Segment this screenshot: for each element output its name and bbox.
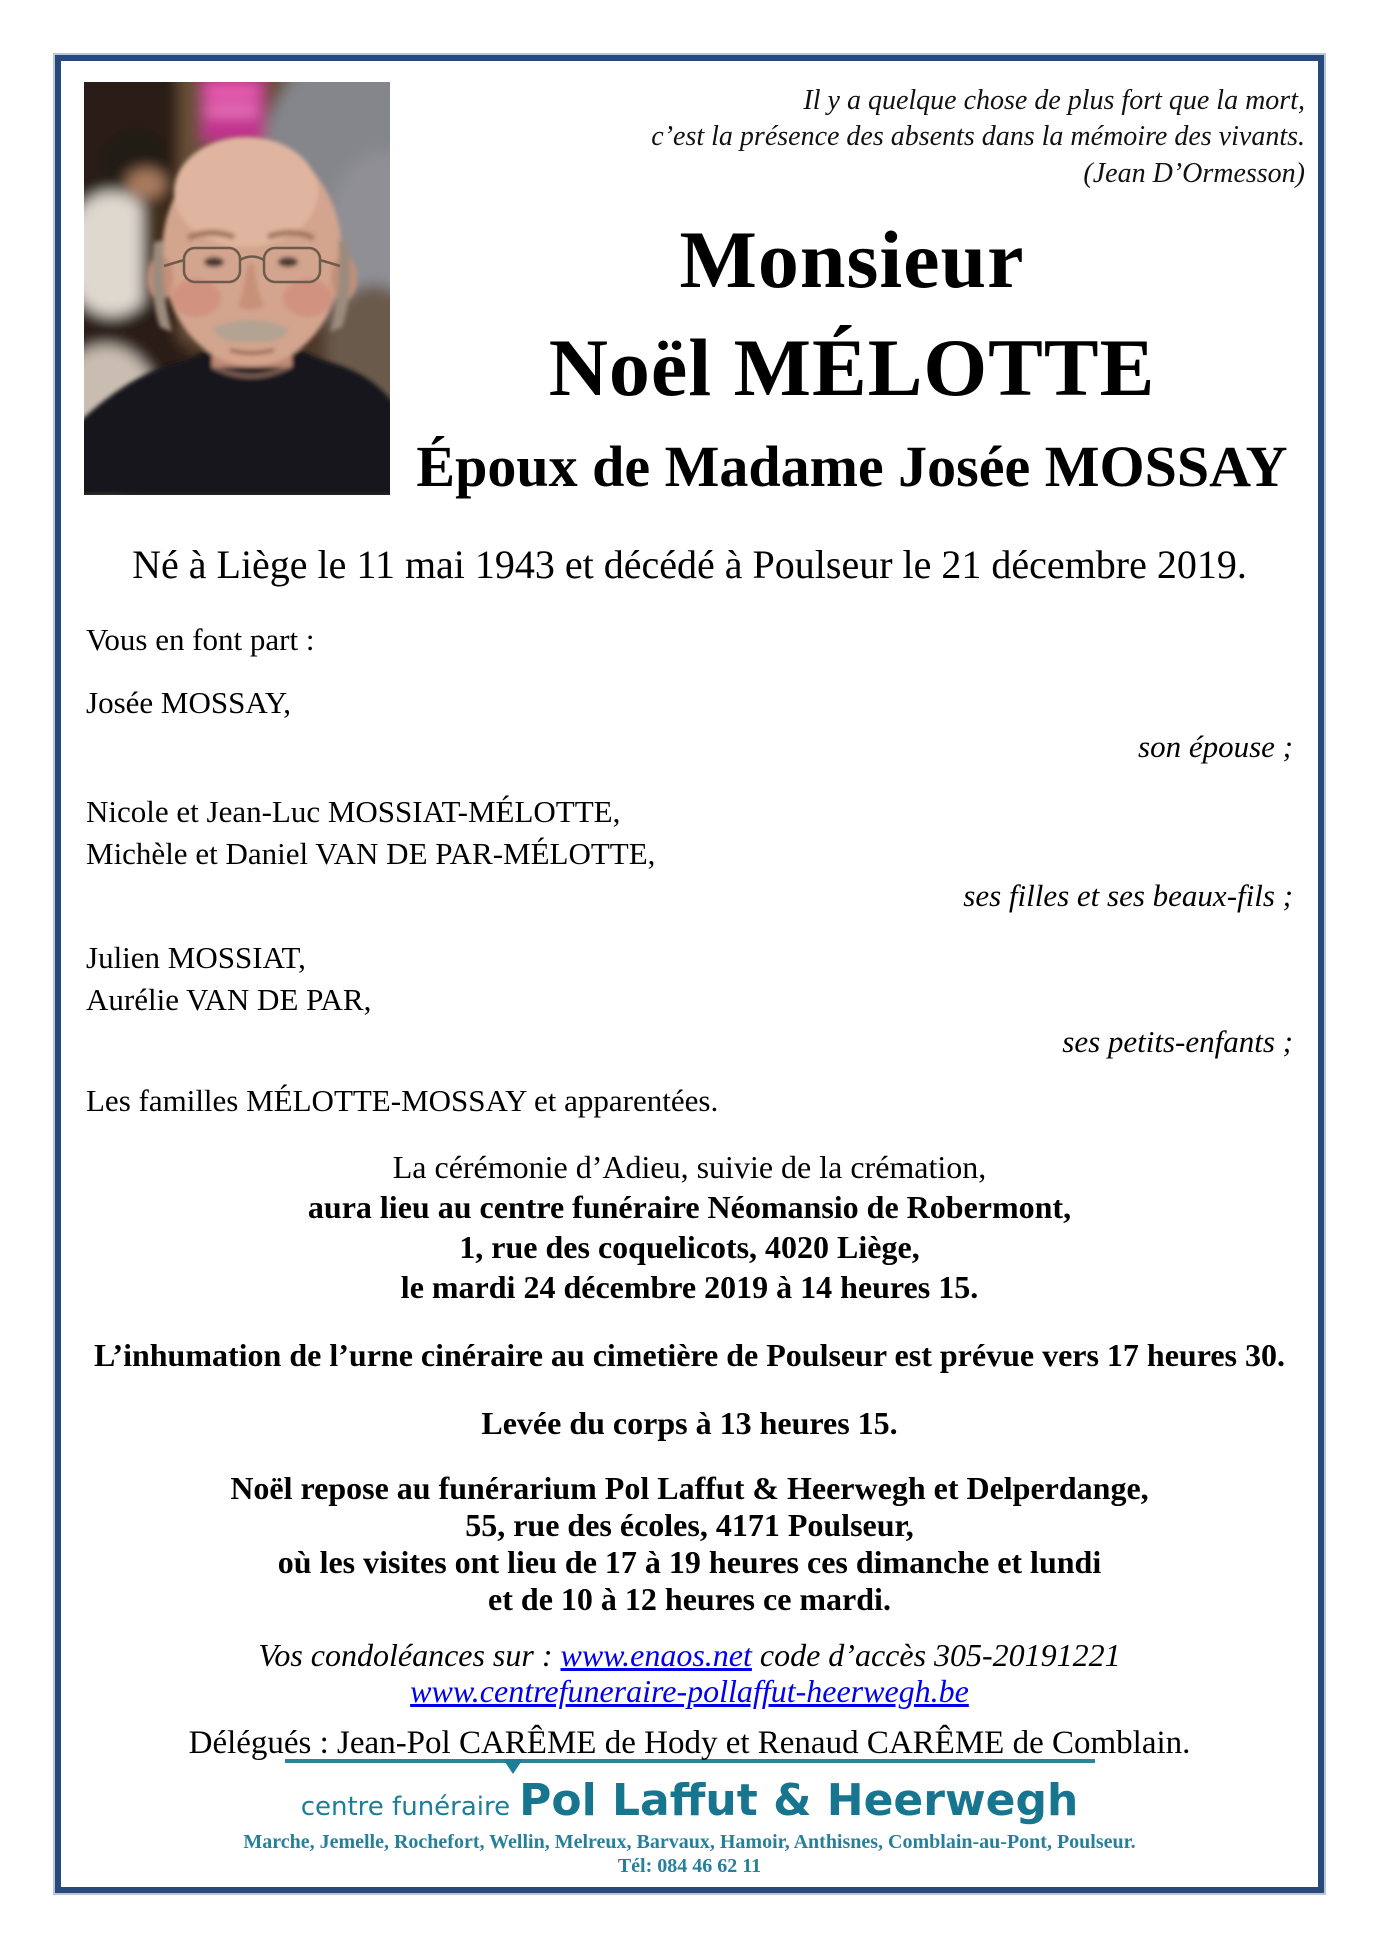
- family-group-spouse: [86, 682, 1293, 768]
- ceremony-details: [86, 1147, 1293, 1307]
- funeral-home-site-line: [86, 1673, 1293, 1709]
- title-salutation: Monsieur: [679, 214, 1025, 306]
- repose-line-4: et de 10 à 12 heures ce mardi.: [488, 1581, 891, 1617]
- repose-line-1: Noël repose au funérarium Pol Laffut & Heerwegh et Delperdange,: [230, 1470, 1149, 1506]
- family-group-grandchildren: [86, 937, 1293, 1063]
- condolences-section: [86, 1637, 1293, 1709]
- condolences-prefix: Vos condoléances sur :: [258, 1637, 561, 1673]
- brand-name: Pol Laffut & Heerwegh: [519, 1775, 1078, 1826]
- portrait-illustration: [84, 82, 390, 495]
- quote-line-2: c’est la présence des absents dans la mémoire des vivants.: [651, 121, 1305, 153]
- family-relation: son épouse ;: [1138, 729, 1293, 764]
- birth-death-line: Né à Liège le 11 mai 1943 et décédé à Poulseur le 21 décembre 2019.: [132, 542, 1247, 587]
- brand-prefix: centre funéraire: [300, 1792, 511, 1822]
- quote-attribution: (Jean D’Ormesson): [1083, 157, 1305, 189]
- memorial-quote: [399, 83, 1305, 192]
- ceremony-line-4: le mardi 24 décembre 2019 à 14 heures 15.: [400, 1269, 979, 1305]
- announcement-body: [61, 539, 1318, 1878]
- brand-row: [301, 1775, 1079, 1826]
- portrait-photo: [84, 82, 390, 495]
- ceremony-line-1: La cérémonie d’Adieu, suivie de la crémation,: [392, 1149, 987, 1185]
- header-section: [61, 61, 1318, 539]
- family-relation: ses filles et ses beaux-fils ;: [963, 878, 1293, 913]
- page-border-frame: [55, 55, 1324, 1893]
- locations-line: Marche, Jemelle, Rochefort, Wellin, Melreux, Barvaux, Hamoir, Anthisnes, Comblain-au-Pont, Poulseur.: [243, 1831, 1136, 1853]
- phone-line: Tél: 084 46 62 11: [617, 1855, 762, 1877]
- family-member: Michèle et Daniel VAN DE PAR-MÉLOTTE,: [86, 836, 656, 871]
- family-group-daughters: [86, 791, 1293, 917]
- inhumation-line: L’inhumation de l’urne cinéraire au cimetière de Poulseur est prévue vers 17 heures 30.: [94, 1337, 1285, 1373]
- family-member: Nicole et Jean-Luc MOSSIAT-MÉLOTTE,: [86, 794, 621, 829]
- repose-line-3: où les visites ont lieu de 17 à 19 heures ces dimanche et lundi: [277, 1544, 1102, 1580]
- family-relation: ses petits-enfants ;: [1062, 1024, 1293, 1059]
- deceased-name: Noël MÉLOTTE: [548, 322, 1156, 414]
- levee-line: Levée du corps à 13 heures 15.: [481, 1405, 898, 1441]
- condolences-line: [86, 1637, 1293, 1673]
- related-families-line: Les familles MÉLOTTE-MOSSAY et apparentées.: [86, 1083, 719, 1118]
- repose-line-2: 55, rue des écoles, 4171 Poulseur,: [465, 1507, 914, 1543]
- ceremony-line-2: aura lieu au centre funéraire Néomansio de Robermont,: [307, 1189, 1072, 1225]
- header-right-column: [399, 83, 1305, 504]
- family-member: Josée MOSSAY,: [86, 685, 292, 720]
- family-member: Julien MOSSIAT,: [86, 940, 306, 975]
- repose-details: [86, 1470, 1293, 1618]
- ceremony-line-3: 1, rue des coquelicots, 4020 Liège,: [459, 1229, 920, 1265]
- intro-line: Vous en font part :: [86, 622, 315, 657]
- spouse-line: Époux de Madame Josée MOSSAY: [416, 433, 1288, 499]
- enaos-link[interactable]: www.enaos.net: [560, 1637, 752, 1673]
- funeral-home-logo: [86, 1775, 1293, 1878]
- delegates-line: Délégués : Jean-Pol CARÊME de Hody et Renaud CARÊME de Comblain.: [188, 1725, 1191, 1761]
- funeral-home-site-link[interactable]: www.centrefuneraire-pollaffut-heerwegh.be: [410, 1673, 969, 1709]
- family-member: Aurélie VAN DE PAR,: [86, 982, 372, 1017]
- quote-line-1: Il y a quelque chose de plus fort que la mort,: [803, 85, 1305, 116]
- condolences-suffix: code d’accès 305-20191221: [751, 1637, 1121, 1673]
- triangle-icon: [503, 1759, 523, 1774]
